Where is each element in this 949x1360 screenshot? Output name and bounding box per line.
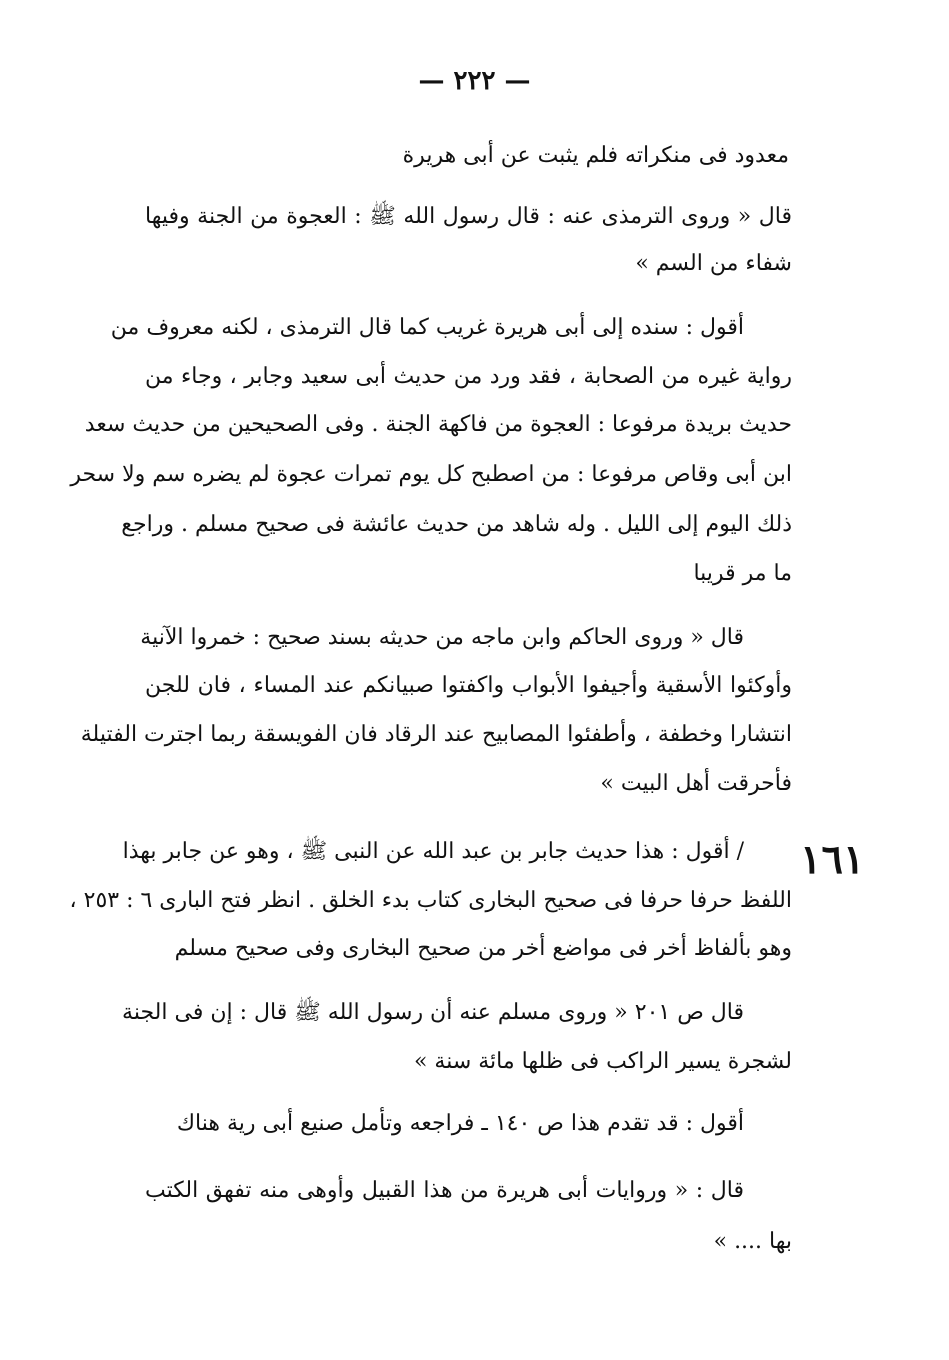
margin-number: ١٦١ <box>800 836 865 883</box>
text-line: قال : « وروايات أبى هريرة من هذا القبيل وأوهى منه تفهق الكتب <box>145 1178 744 1203</box>
text-line: حديث بريدة مرفوعا : العجوة من فاكهة الجنة . وفى الصحيحين من حديث سعد <box>84 412 792 437</box>
text-line: اللفظ حرفا حرفا فى صحيح البخارى كتاب بدء الخلق . انظر فتح البارى ٦ : ٢٥٣ ، <box>69 888 792 913</box>
text-line: أقول : سنده إلى أبى هريرة غريب كما قال الترمذى ، لكنه معروف من <box>110 315 744 340</box>
text-line: وهو بألفاظ أخر فى مواضع أخر من صحيح البخارى وفى صحيح مسلم <box>174 936 792 961</box>
page-number: — ٢٢٢ — <box>418 66 531 96</box>
text-line: ما مر قريبا <box>693 561 792 586</box>
text-line: / أقول : هذا حديث جابر بن عبد الله عن النبى ﷺ ، وهو عن جابر بهذا <box>122 839 744 864</box>
text-line: شفاء من السم » <box>635 251 792 276</box>
text-line: معدود فى منكراته فلم يثبت عن أبى هريرة <box>402 143 789 168</box>
text-line: فأحرقت أهل البيت » <box>600 771 792 796</box>
text-line: انتشارا وخطفة ، وأطفئوا المصابيح عند الرقاد فان الفويسقة ربما اجترت الفتيلة <box>80 722 792 747</box>
text-line: وأوكئوا الأسقية وأجيفوا الأبواب واكفتوا صبيانكم عند المساء ، فان للجن <box>145 673 792 698</box>
text-line: بها .... » <box>713 1229 792 1254</box>
text-line: قال ص ٢٠١ « وروى مسلم عنه أن رسول الله ﷺ قال : إن فى الجنة <box>122 1000 744 1025</box>
text-line: قال « وروى الحاكم وابن ماجه من حديثه بسند صحيح : خمروا الآنية <box>140 625 744 650</box>
text-line: ذلك اليوم إلى الليل . وله شاهد من حديث عائشة فى صحيح مسلم . وراجع <box>121 512 792 537</box>
text-line: ابن أبى وقاص مرفوعا : من اصطبح كل يوم تمرات عجوة لم يضره سم ولا سحر <box>70 462 792 487</box>
text-line: رواية غيره من الصحابة ، فقد ورد من حديث أبى سعيد وجابر ، وجاء من <box>145 364 792 389</box>
text-line: لشجرة يسير الراكب فى ظلها مائة سنة » <box>413 1049 792 1074</box>
text-line: قال « وروى الترمذى عنه : قال رسول الله ﷺ : العجوة من الجنة وفيها <box>145 204 792 229</box>
text-line: أقول : قد تقدم هذا ص ١٤٠ ـ فراجعه وتأمل صنيع أبى رية هناك <box>176 1111 744 1136</box>
